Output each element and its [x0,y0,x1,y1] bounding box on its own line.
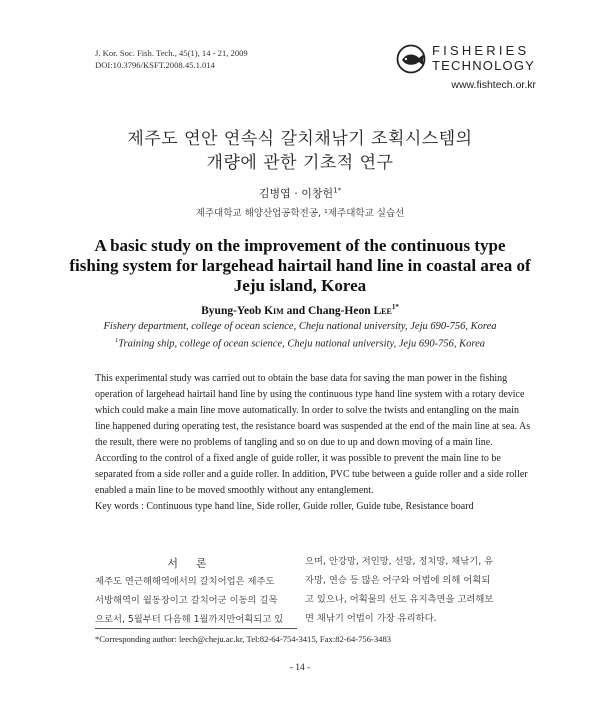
english-affiliation-1: Fishery department, college of ocean science, Cheju national university, Jeju 690-756, Korea [103,321,497,332]
abstract-line: line happened during operating test, the resistance board was suspended at the end of the main line at sea. As [95,421,531,432]
intro-left-column [95,572,297,629]
korean-author-mark: 1* [333,186,342,195]
intro-line: 고 있으나, 어획물의 선도 유지측면을 고려해보 [305,594,494,605]
corresponding-author-footnote: *Corresponding author: leech@cheju.ac.kr, Tel:82-64-754-3415, Fax:82-64-756-3483 [95,634,392,644]
abstract-line: enabled a main line to be moved smoothly without any entanglement. [95,485,374,496]
abstract [95,371,531,499]
affiliation-2-text: Training ship, college of ocean science, Cheju national university, Jeju 690-756, Korea [118,338,485,350]
author-b-surname: Lee [373,304,392,317]
intro-right-column [305,552,510,628]
intro-line: 으며, 안강망, 저인망, 선망, 정치망, 채낚기, 유 [305,556,494,567]
journal-logo [396,44,536,76]
journal-website-link[interactable]: www.fishtech.or.kr [451,79,536,91]
author-joiner: and Chang-Heon [283,304,374,317]
fish-logo-icon [396,44,428,74]
intro-line: 면 채낚기 어법이 가장 유리하다. [305,613,437,624]
page-number: - 14 - [289,663,311,673]
intro-line: 제주도 연근해해역에서의 갈치어업은 제주도 [95,576,275,587]
intro-line: 자망, 연승 등 많은 어구와 어법에 의해 어획되 [305,575,491,586]
korean-author-names: 김병엽 · 이창헌 [258,187,334,200]
english-title-line3: Jeju island, Korea [233,276,367,295]
korean-title-line2: 개량에 관한 기초적 연구 [206,153,394,173]
english-authors [0,303,600,317]
abstract-line: the result, there were no problems of tangling and so on due to up and down moving of a main line. [95,437,493,448]
section-title-introduction: 서론 [167,557,225,570]
journal-citation: J. Kor. Soc. Fish. Tech., 45(1), 14 - 21, 2009 [95,48,248,58]
logo-line1: FISHERIES [432,43,530,58]
author-b-mark: 1* [391,303,399,311]
footnote-divider [95,628,297,629]
author-a-surname: Kim [264,304,284,317]
korean-title-line1: 제주도 연안 연속식 갈치채낚기 조획시스템의 [127,129,473,149]
affiliation-2-mark: 1 [114,337,119,344]
english-affiliation-2 [0,337,600,350]
abstract-line: which could make a main line move automatically. In order to solve the twists and entangling on the main [95,405,519,416]
intro-line: 으로서, 5월부터 다음해 1월까지만어획되고 있 [95,614,284,625]
abstract-line: operation of largehead hairtail hand line by using the continuous type hand line system with a rotary device [95,389,525,400]
english-title-line1: A basic study on the improvement of the continuous type [94,236,506,255]
abstract-line: This experimental study was carried out to obtain the base data for saving the man power in the fishing [95,373,508,384]
journal-doi: DOI:10.3796/KSFT.2008.45.1.014 [95,60,215,70]
english-title-line2: fishing system for largehead hairtail hand line in coastal area of [69,256,531,275]
korean-affiliation: 제주대학교 해양산업공학전공, ¹제주대학교 실습선 [195,208,405,219]
abstract-line: separated from a side roller and a guide roller. In addition, PVC tube between a guide roller and a side roller [95,469,528,480]
journal-info [95,47,248,71]
intro-line: 서방해역이 월동장이고 갈치어군 이동의 길목 [95,595,278,606]
author-a-given: Byung-Yeob [201,304,265,317]
keywords: Key words : Continuous type hand line, Side roller, Guide roller, Guide tube, Resistance board [95,501,474,512]
abstract-line: According to the control of a fixed angle of guide roller, it was possible to prevent the main line to be [95,453,501,464]
logo-line2: TECHNOLOGY [432,58,536,73]
korean-authors [0,185,600,201]
